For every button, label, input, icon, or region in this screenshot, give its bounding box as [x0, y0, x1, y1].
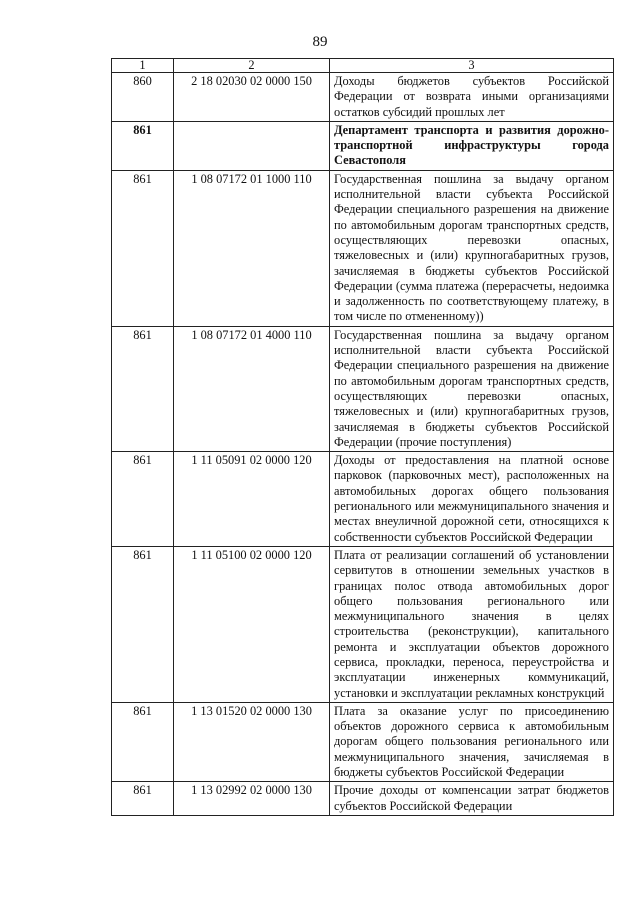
admin-code-cell: 861	[112, 782, 174, 816]
table-row	[112, 326, 614, 451]
table-row	[112, 782, 614, 816]
description-cell: Доходы от предоставления на платной основе парковок (парковочных мест), расположенных на автомобильных дорогах общего пользования регионального или межмуниципального значения и местах внеуличной дорожной сети, относящихся к собственности субъектов Российской Федерации	[330, 452, 614, 547]
admin-code-cell: 860	[112, 73, 174, 122]
budget-code-cell: 1 11 05091 02 0000 120	[174, 452, 330, 547]
column-header-1: 1	[112, 59, 174, 73]
admin-code-cell: 861	[112, 121, 174, 170]
budget-code-cell: 1 13 01520 02 0000 130	[174, 702, 330, 781]
table-row	[112, 702, 614, 781]
budget-code-cell: 1 11 05100 02 0000 120	[174, 546, 330, 702]
budget-code-cell	[174, 121, 330, 170]
description-cell: Государственная пошлина за выдачу органом исполнительной власти субъекта Российской Федерации специального разрешения на движение по автомобильным дорогам транспортных средств, осуществляющих перевозки опасных, тяжеловесных и (или) крупногабаритных грузов, зачисляемая в бюджеты субъектов Российской Федерации (сумма платежа (перерасчеты, недоимка и задолженность по соответствующему платежу, в том числе по отмененному))	[330, 170, 614, 326]
table-row	[112, 73, 614, 122]
table-row	[112, 170, 614, 326]
table-header-row	[112, 59, 614, 73]
admin-code-cell: 861	[112, 702, 174, 781]
description-cell: Государственная пошлина за выдачу органом исполнительной власти субъекта Российской Федерации специального разрешения на движение по автомобильным дорогам транспортных средств, осуществляющих перевозки опасных, тяжеловесных и (или) крупногабаритных грузов, зачисляемая в бюджеты субъектов Российской Федерации (прочие поступления)	[330, 326, 614, 451]
admin-code-cell: 861	[112, 546, 174, 702]
column-header-2: 2	[174, 59, 330, 73]
admin-code-cell: 861	[112, 326, 174, 451]
department-name-cell: Департамент транспорта и развития дорожно-транспортной инфраструктуры города Севастополя	[330, 121, 614, 170]
page-number: 89	[312, 34, 328, 50]
table-row	[112, 452, 614, 547]
column-header-3: 3	[330, 59, 614, 73]
description-cell: Плата за оказание услуг по присоединению объектов дорожного сервиса к автомобильным дорогам общего пользования регионального или межмуниципального значения, зачисляемая в бюджеты субъектов Российской Федерации	[330, 702, 614, 781]
table-row	[112, 546, 614, 702]
revenue-codes-table	[111, 58, 614, 816]
budget-code-cell: 1 08 07172 01 4000 110	[174, 326, 330, 451]
budget-code-cell: 1 08 07172 01 1000 110	[174, 170, 330, 326]
table-row-department	[112, 121, 614, 170]
budget-code-cell: 2 18 02030 02 0000 150	[174, 73, 330, 122]
admin-code-cell: 861	[112, 170, 174, 326]
description-cell: Доходы бюджетов субъектов Российской Федерации от возврата иными организациями остатков субсидий прошлых лет	[330, 73, 614, 122]
description-cell: Прочие доходы от компенсации затрат бюджетов субъектов Российской Федерации	[330, 782, 614, 816]
description-cell: Плата от реализации соглашений об установлении сервитутов в отношении земельных участков в границах полос отвода автомобильных дорог общего пользования регионального или межмуниципального значения в целях строительства (реконструкции), капитального ремонта и эксплуатации объектов дорожного сервиса, прокладки, переноса, переустройства и эксплуатации инженерных коммуникаций, установки и эксплуатации рекламных конструкций	[330, 546, 614, 702]
admin-code-cell: 861	[112, 452, 174, 547]
budget-code-cell: 1 13 02992 02 0000 130	[174, 782, 330, 816]
